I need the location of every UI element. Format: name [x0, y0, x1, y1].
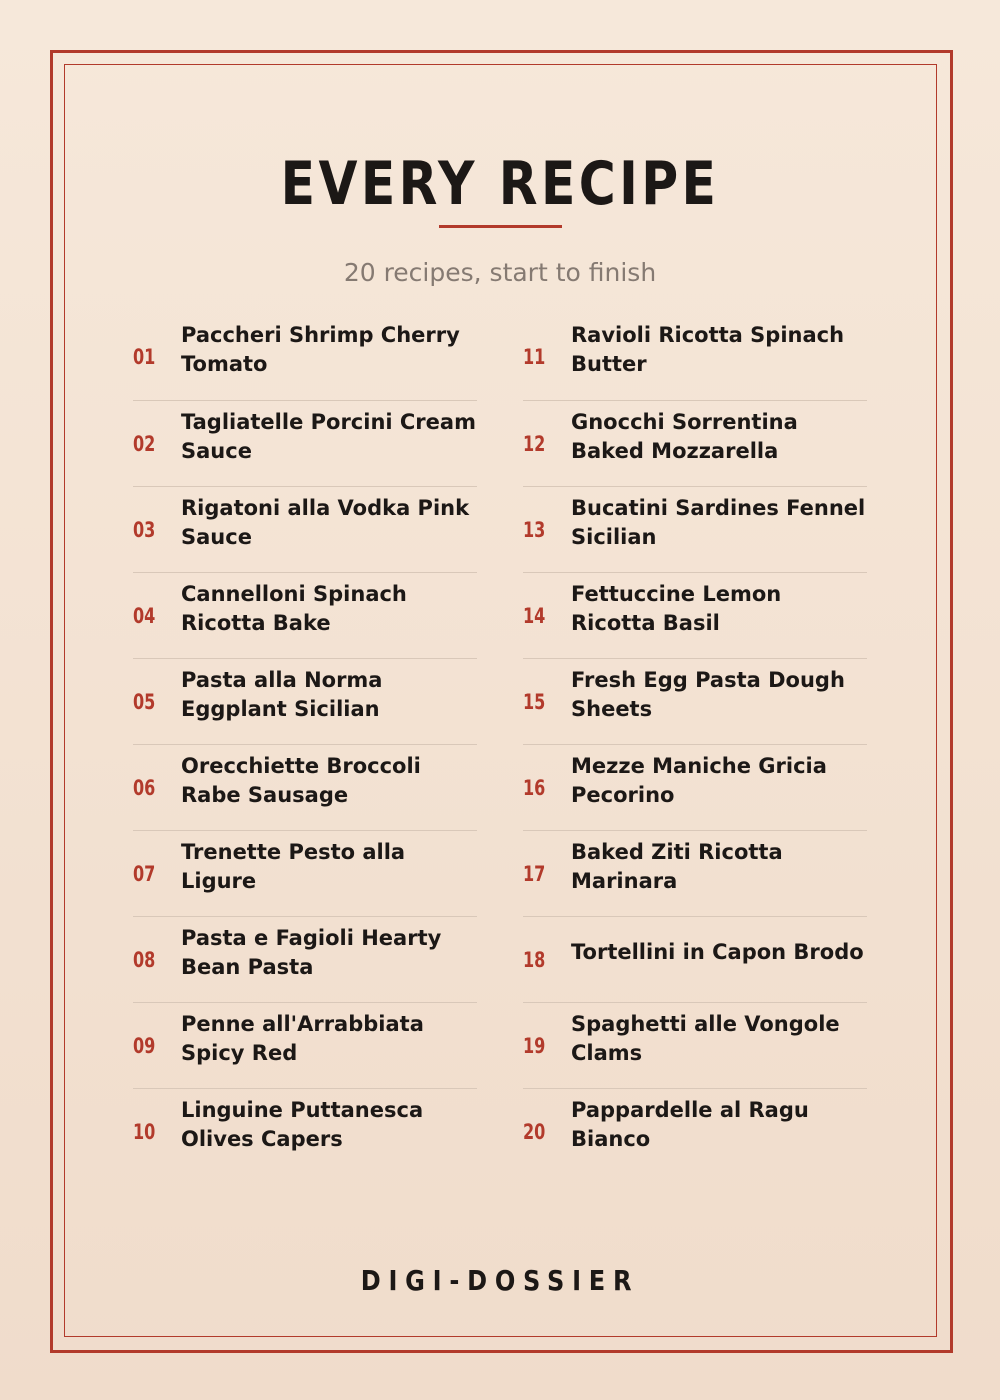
recipe-name: Tortellini in Capon Brodo: [571, 940, 864, 964]
title-underline: [439, 225, 562, 228]
recipe-name: Ravioli Ricotta Spinach Butter: [571, 323, 845, 376]
recipe-name: Pasta alla Norma Eggplant Sicilian: [181, 667, 383, 721]
recipe-item[interactable]: [133, 314, 477, 400]
recipe-number: 18: [523, 947, 546, 972]
recipe-number: 15: [523, 689, 546, 714]
recipe-item[interactable]: [133, 486, 477, 572]
recipe-item[interactable]: [133, 1002, 477, 1088]
recipe-name: Penne all'Arrabbiata Spicy Red: [181, 1011, 424, 1065]
recipe-number: 12: [523, 431, 546, 456]
recipe-name: Rigatoni alla Vodka Pink Sauce: [181, 495, 470, 549]
recipe-name: Tagliatelle Porcini Cream Sauce: [181, 409, 476, 463]
recipe-item[interactable]: [523, 1088, 867, 1174]
page-subtitle: 20 recipes, start to finish: [343, 258, 657, 287]
recipe-item[interactable]: [133, 572, 477, 658]
recipe-name: Pasta e Fagioli Hearty Bean Pasta: [181, 925, 442, 979]
recipe-name: Pappardelle al Ragu Bianco: [571, 1097, 809, 1151]
recipe-item[interactable]: [133, 400, 477, 486]
recipe-name: Fettuccine Lemon Ricotta Basil: [571, 581, 782, 635]
recipe-name: Paccheri Shrimp Cherry Tomato: [181, 323, 460, 376]
recipe-number: 14: [523, 603, 546, 628]
recipe-number: 05: [133, 689, 156, 714]
recipe-number: 17: [523, 861, 546, 886]
recipe-number: 16: [523, 775, 546, 800]
recipe-number: 04: [133, 603, 156, 628]
recipe-name: Linguine Puttanesca Olives Capers: [181, 1097, 424, 1151]
recipe-list-right: [523, 314, 867, 1174]
recipe-name: Bucatini Sardines Fennel Sicilian: [571, 495, 866, 549]
recipe-item[interactable]: [133, 916, 477, 1002]
recipe-number: 07: [133, 861, 156, 886]
recipe-name: Mezze Maniche Gricia Pecorino: [571, 753, 827, 807]
recipe-number: 19: [523, 1033, 546, 1058]
recipe-number: 20: [523, 1119, 546, 1144]
recipe-number: 13: [523, 517, 546, 542]
recipe-number: 08: [133, 947, 156, 972]
recipe-item[interactable]: [523, 400, 867, 486]
recipe-name: Cannelloni Spinach Ricotta Bake: [181, 581, 407, 635]
recipe-item[interactable]: [523, 1002, 867, 1088]
recipe-item[interactable]: [523, 572, 867, 658]
recipe-item[interactable]: [133, 830, 477, 916]
recipe-name: Baked Ziti Ricotta Marinara: [571, 839, 783, 893]
recipe-item[interactable]: [523, 314, 867, 400]
recipe-name: Orecchiette Broccoli Rabe Sausage: [181, 753, 421, 807]
recipe-item[interactable]: [523, 916, 867, 1002]
recipe-name: Fresh Egg Pasta Dough Sheets: [571, 667, 845, 721]
recipe-item[interactable]: [523, 744, 867, 830]
page-title: EVERY RECIPE: [280, 149, 720, 219]
brand-footer: DIGI-DOSSIER: [360, 1264, 640, 1297]
recipe-item[interactable]: [523, 658, 867, 744]
recipe-name: Trenette Pesto alla Ligure: [181, 839, 406, 893]
recipe-item[interactable]: [133, 744, 477, 830]
recipe-item[interactable]: [523, 830, 867, 916]
recipe-number: 02: [133, 431, 156, 456]
recipe-number: 10: [133, 1119, 156, 1144]
recipe-number: 11: [523, 345, 546, 369]
recipe-item[interactable]: [133, 1088, 477, 1174]
recipe-item[interactable]: [133, 658, 477, 744]
recipe-name: Gnocchi Sorrentina Baked Mozzarella: [571, 409, 798, 463]
recipe-number: 09: [133, 1033, 156, 1058]
recipe-list-left: [133, 314, 477, 1174]
recipe-number: 01: [133, 345, 156, 369]
recipe-number: 06: [133, 775, 156, 800]
recipe-name: Spaghetti alle Vongole Clams: [571, 1011, 840, 1065]
recipe-number: 03: [133, 517, 156, 542]
recipe-item[interactable]: [523, 486, 867, 572]
